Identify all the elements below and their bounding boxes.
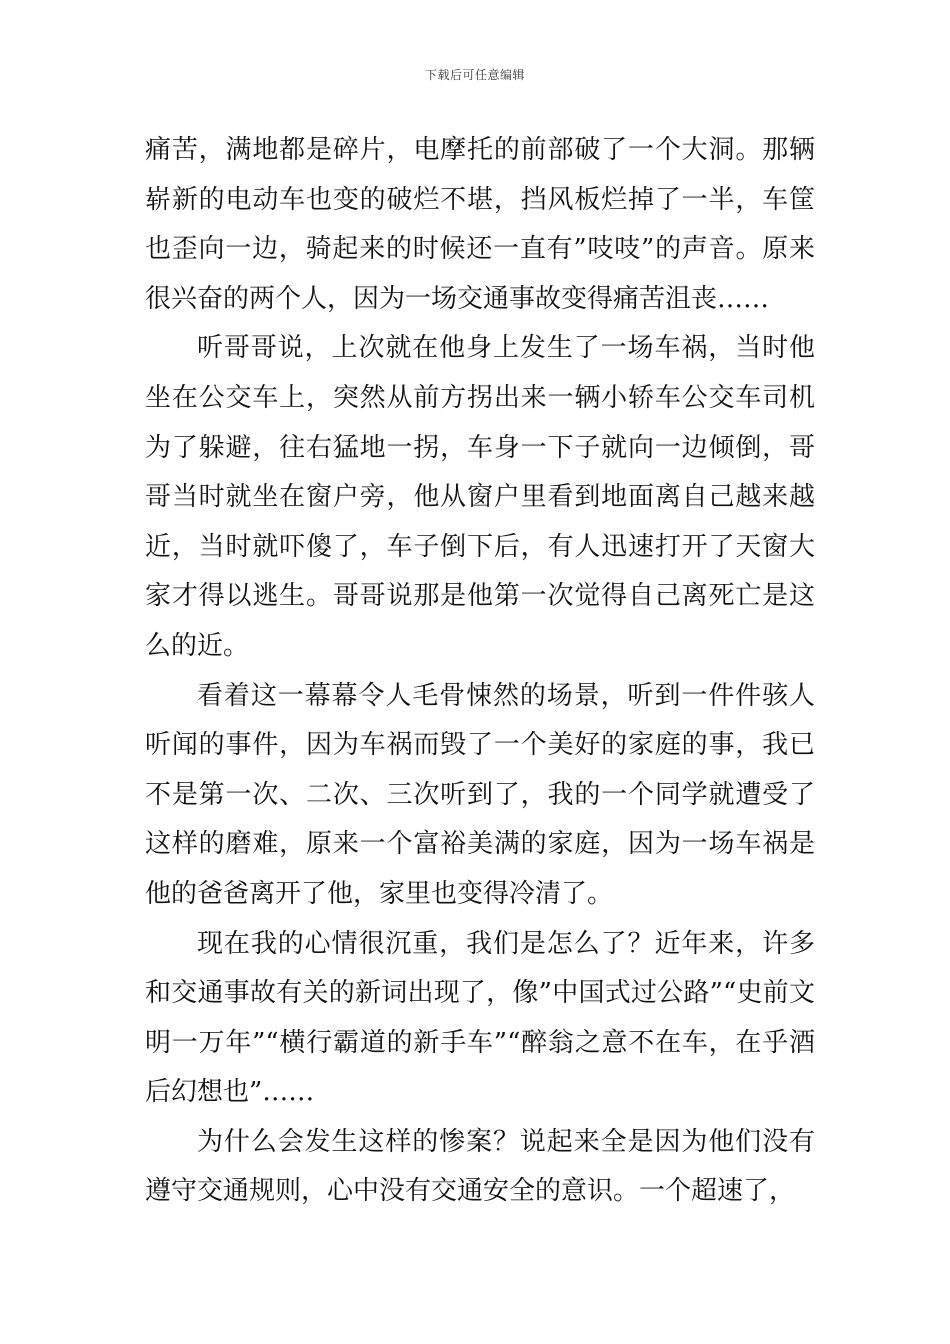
paragraph-4: 现在我的心情很沉重，我们是怎么了？近年来，许多和交通事故有关的新词出现了，像”中国式过公路”“史前文明一万年”“横行霸道的新手车”“醉翁之意不在车，在乎酒后幻想也”…… — [145, 928, 815, 1108]
page-header: 下载后可任意编辑 — [424, 68, 525, 82]
paragraph-3: 看着这一幕幕令人毛骨悚然的场景，听到一件件骇人听闻的事件，因为车祸而毁了一个美好的家庭的事，我已不是第一次、二次、三次听到了，我的一个同学就遭受了这样的磨难，原来一个富裕美满的家庭，因为一场车祸是他的爸爸离开了他，家里也变得冷清了。 — [145, 680, 815, 909]
paragraph-2: 听哥哥说，上次就在他身上发生了一场车祸，当时他坐在公交车上，突然从前方拐出来一辆小轿车公交车司机为了躲避，往右猛地一拐，车身一下子就向一边倾倒，哥哥当时就坐在窗户旁，他从窗户里看到地面离自己越来越近，当时就吓傻了，车子倒下后，有人迅速打开了天窗大家才得以逃生。哥哥说那是他第一次觉得自己离死亡是这么的近。 — [145, 333, 815, 661]
paragraph-5: 为什么会发生这样的惨案？说起来全是因为他们没有遵守交通规则，心中没有交通安全的意识。一个超速了， — [145, 1126, 815, 1207]
document-body — [145, 126, 815, 1217]
paragraph-1: 痛苦，满地都是碎片，电摩托的前部破了一个大洞。那辆崭新的电动车也变的破烂不堪，挡风板烂掉了一半，车筐也歪向一边，骑起来的时候还一直有”吱吱”的声音。原来很兴奋的两个人，因为一场交通事故变得痛苦沮丧…… — [145, 135, 815, 314]
